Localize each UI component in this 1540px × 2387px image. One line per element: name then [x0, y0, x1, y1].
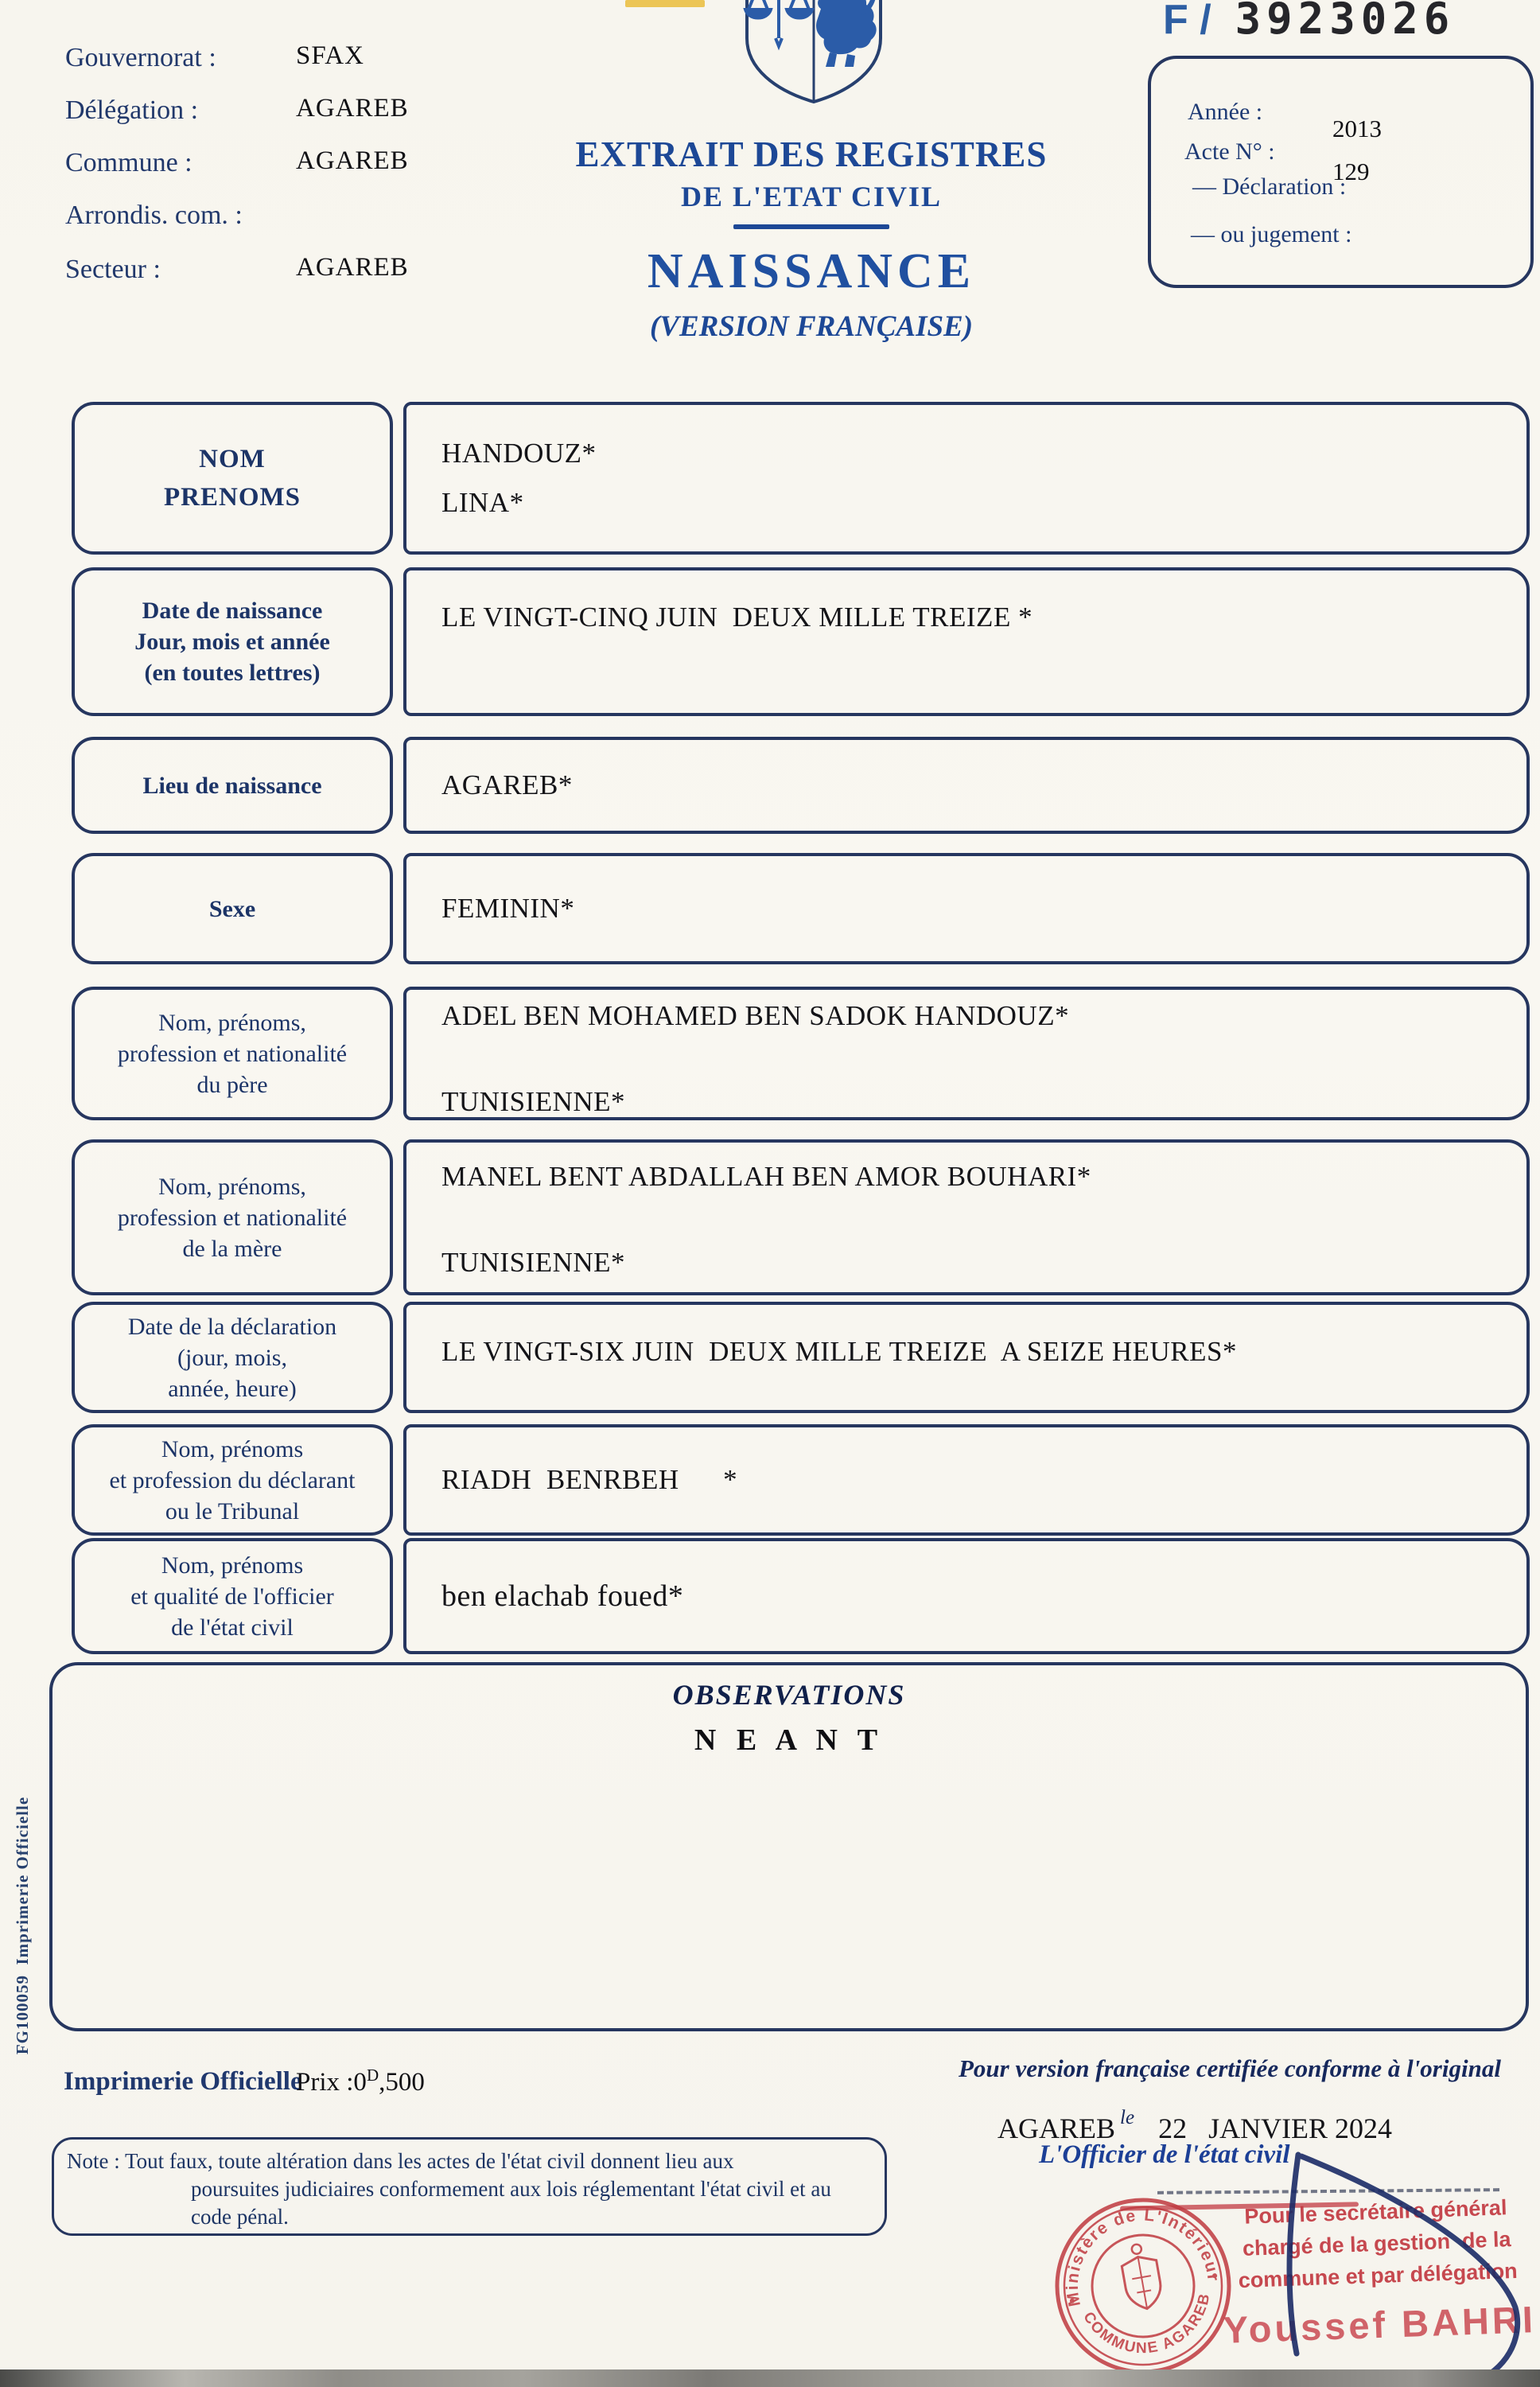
field-value-box	[403, 1139, 1530, 1295]
admin-row-commune	[65, 146, 409, 185]
observations-box	[49, 1662, 1529, 2031]
table-row-date-naissance	[0, 567, 1540, 716]
stamp-text-line: chargé de la gestion de la	[1242, 2227, 1512, 2260]
annee-label: Année :	[1188, 99, 1263, 125]
doc-title-naissance: NAISSANCE	[647, 244, 976, 298]
serial-prefix: F /	[1163, 0, 1211, 43]
admin-row-gouvernorat	[65, 41, 364, 80]
value-line: MANEL BENT ABDALLAH BEN AMOR BOUHARI*	[441, 1161, 1091, 1192]
jugement-label: — ou jugement :	[1191, 221, 1352, 247]
title-underline	[733, 224, 889, 229]
imprimerie-label: Imprimerie Officielle	[64, 2067, 302, 2096]
note-line: Note : Tout faux, toute altération dans les actes de l'état civil donnent lieu aux	[67, 2149, 734, 2173]
field-value: AGAREB	[296, 94, 409, 123]
serial-digits: 3923026	[1235, 0, 1456, 44]
field-value-box	[403, 1424, 1530, 1536]
field-value-box	[403, 853, 1530, 964]
note-line: code pénal.	[191, 2205, 289, 2229]
label-line: année, heure)	[168, 1375, 297, 1402]
certification-line: Pour version française certifiée conforme à l'original	[959, 2054, 1501, 2082]
field-value: AGAREB	[296, 146, 409, 175]
table-row-officier	[0, 1538, 1540, 1654]
value-line: ben elachab foued*	[441, 1579, 684, 1613]
value-line: AGAREB*	[441, 769, 573, 800]
field-value-box	[403, 1538, 1530, 1654]
label-line: NOM	[199, 445, 266, 473]
field-value-box	[403, 1302, 1530, 1413]
table-row-mere	[0, 1139, 1540, 1295]
stamp-signatory-name: Youssef BAHRI	[1222, 2298, 1537, 2351]
label-line: Nom, prénoms	[161, 1435, 304, 1462]
admin-row-arrondissement	[65, 201, 243, 237]
annee-value: 2013	[1332, 115, 1382, 142]
field-label-box	[72, 737, 393, 834]
label-line: PRENOMS	[164, 483, 301, 512]
table-row-lieu-naissance	[0, 737, 1540, 834]
field-label: Gouvernorat :	[65, 43, 216, 72]
label-line: Jour, mois et année	[134, 629, 330, 655]
label-line: Nom, prénoms,	[158, 1173, 306, 1200]
admin-row-delegation	[65, 94, 409, 132]
field-value: SFAX	[296, 41, 364, 70]
label-line: Date de naissance	[142, 598, 323, 624]
acte-box	[1148, 56, 1534, 288]
stamp-text-line: Pour le secrétaire général	[1243, 2195, 1507, 2229]
price-prefix: Prix :0	[296, 2068, 367, 2097]
doc-title-version: (VERSION FRANÇAISE)	[649, 310, 974, 343]
printer-code-vertical: FG100059 Imprimerie Officielle	[13, 1796, 32, 2055]
label-line: Nom, prénoms,	[158, 1009, 306, 1036]
value-line: ADEL BEN MOHAMED BEN SADOK HANDOUZ*	[441, 1000, 1070, 1031]
label-line: de la mère	[182, 1235, 282, 1262]
label-line: profession et nationalité	[117, 1204, 348, 1231]
stamp-center-emblem	[1118, 2241, 1165, 2311]
acte-num-value: 129	[1332, 158, 1370, 185]
value-line: LINA*	[441, 487, 524, 518]
place-value: AGAREB	[998, 2112, 1116, 2144]
label-line: de l'état civil	[171, 1614, 294, 1641]
label-line: profession et nationalité	[117, 1040, 348, 1067]
label-line: ou le Tribunal	[165, 1497, 300, 1524]
field-label-box	[72, 1302, 393, 1413]
stamp-arc-top-text: Ministère de L'Intérieur	[1063, 2206, 1223, 2308]
value-line: LE VINGT-SIX JUIN DEUX MILLE TREIZE A SEIZE HEURES*	[441, 1336, 1237, 1367]
acte-num-label: Acte N° :	[1184, 138, 1275, 165]
date-value: 22 JANVIER 2024	[1158, 2112, 1393, 2144]
label-line: (en toutes lettres)	[144, 660, 321, 686]
label-line: Sexe	[208, 895, 256, 922]
table-row-declarant	[0, 1424, 1540, 1536]
doc-title-line2: DE L'ETAT CIVIL	[680, 181, 943, 212]
field-label-box	[72, 567, 393, 716]
field-label: Commune :	[65, 148, 192, 177]
observations-value: N E A N T	[694, 1723, 885, 1757]
value-line: TUNISIENNE*	[441, 1086, 626, 1117]
field-label-box	[72, 853, 393, 964]
field-value-box	[403, 737, 1530, 834]
svg-text:COMMUNE AGAREB	[1079, 2288, 1223, 2368]
table-row-date-declaration	[0, 1302, 1540, 1413]
table-row-nom	[0, 402, 1540, 555]
field-value-box	[403, 567, 1530, 716]
stamp-text-line: commune et par délégation	[1238, 2258, 1519, 2293]
doc-title-line1: EXTRAIT DES REGISTRES	[575, 134, 1048, 174]
label-line: du père	[196, 1071, 268, 1098]
field-label: Secteur :	[65, 255, 161, 284]
label-line: et qualité de l'officier	[130, 1583, 334, 1610]
field-value-box	[403, 402, 1530, 555]
value-line: FEMININ*	[441, 893, 575, 924]
label-line: Date de la déclaration	[127, 1313, 337, 1340]
price-suffix: ,500	[379, 2068, 425, 2097]
handwritten-signature	[1241, 2140, 1540, 2387]
field-label: Arrondis. com. :	[65, 201, 243, 230]
label-line: (jour, mois,	[177, 1344, 287, 1371]
note-line: poursuites judiciaires conformement aux lois réglementant l'état civil et au	[191, 2177, 831, 2201]
lion-icon	[814, 0, 877, 67]
table-row-pere	[0, 987, 1540, 1120]
declaration-label: — Déclaration :	[1192, 173, 1347, 200]
field-label-box	[72, 1424, 393, 1536]
observations-title: OBSERVATIONS	[672, 1679, 906, 1711]
coat-of-arms	[742, 0, 885, 105]
le-label: le	[1120, 2107, 1135, 2128]
field-value: AGAREB	[296, 253, 409, 282]
table-row-sexe	[0, 853, 1540, 964]
admin-row-secteur	[65, 253, 409, 291]
field-label-box	[72, 1538, 393, 1654]
label-line: et profession du déclarant	[109, 1466, 356, 1493]
serial-number	[1163, 0, 1455, 44]
field-label-box	[72, 402, 393, 555]
price-sup: D	[366, 2066, 379, 2085]
note-box	[52, 2137, 887, 2236]
value-line: TUNISIENNE*	[441, 1247, 626, 1278]
value-line: LE VINGT-CINQ JUIN DEUX MILLE TREIZE *	[441, 602, 1033, 633]
scan-smudge	[625, 0, 705, 7]
label-line: Nom, prénoms	[161, 1552, 304, 1579]
field-value-box	[403, 987, 1530, 1120]
value-line: HANDOUZ*	[441, 438, 597, 469]
scan-edge-band	[0, 2369, 1540, 2387]
scales-icon	[745, 0, 812, 46]
stamp-arc-bottom-text: COMMUNE AGAREB	[1079, 2291, 1214, 2358]
title-block	[445, 134, 1177, 344]
price-label	[296, 2066, 425, 2097]
label-line: Lieu de naissance	[142, 772, 322, 799]
field-label-box	[72, 987, 393, 1120]
field-label: Délégation :	[65, 95, 199, 125]
field-label-box	[72, 1139, 393, 1295]
officier-signature-title: L'Officier de l'état civil	[1039, 2140, 1290, 2169]
value-line: RIADH BENRBEH *	[441, 1464, 738, 1495]
